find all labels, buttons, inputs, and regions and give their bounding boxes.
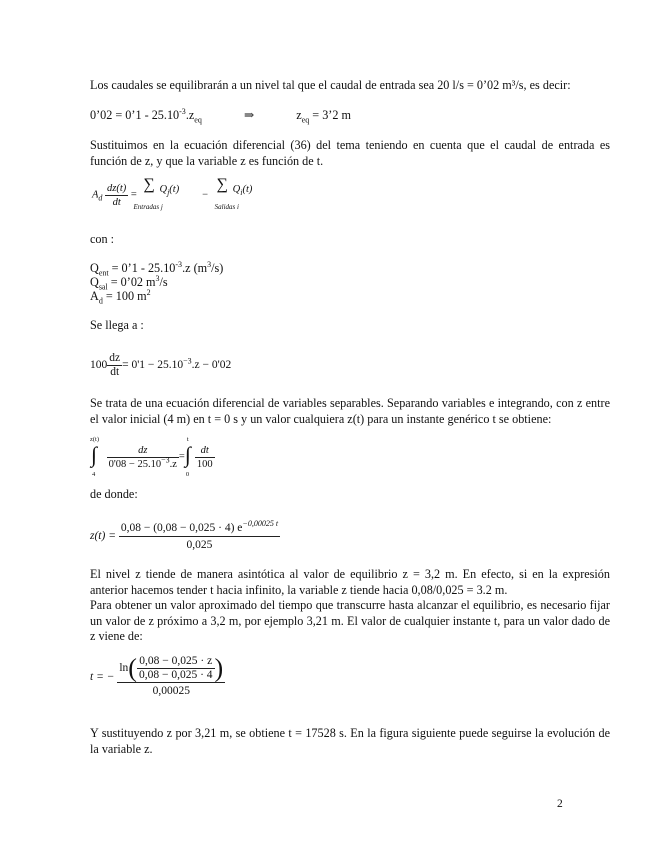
eq1-right-z: z <box>296 108 302 122</box>
implies-arrow-icon: ⇒ <box>243 108 255 122</box>
eq3-coef: 100 <box>90 359 108 372</box>
def-exp: 3 <box>155 273 160 283</box>
eq1-exp: -3 <box>179 106 186 116</box>
eq2-den: dt <box>105 195 128 209</box>
eq1-left: 0’02 = 0’1 - 25.10 <box>90 108 180 122</box>
def-symbol: Q <box>90 275 99 289</box>
integral-1 <box>90 436 104 478</box>
eq2-Qi: Q <box>232 184 241 195</box>
eq1-right-sub: eq <box>301 115 310 125</box>
eq2-A: A <box>92 189 99 201</box>
eq6-inner-fraction <box>137 655 215 682</box>
eq4-fraction-1 <box>107 444 179 471</box>
label-se-llega: Se llega a : <box>90 318 144 332</box>
integral-icon: ∫ <box>184 442 191 467</box>
eq3-den: dt <box>107 365 122 379</box>
eq1-right-val: = 3’2 m <box>309 108 351 122</box>
eq4-den1-exp: −3 <box>161 455 170 464</box>
label-con: con : <box>90 232 115 246</box>
paragraph-approximation: Para obtener un valor aproximado del tiempo que transcurre hasta alcanzar el equilibrio, es necesario fijar un valor de z próximo a 3,2 m, por ejemplo 3,21 m. El valor de cualquier instante t, para un valor dado de z viene de: <box>90 598 610 643</box>
eq2-minus: − <box>202 189 209 201</box>
eq6-den: 0,00025 <box>117 682 225 699</box>
def-sub: ent <box>98 268 109 278</box>
eq2-Qj: Q <box>159 184 168 195</box>
eq4-num1: dz <box>138 444 148 456</box>
def-sub: d <box>98 296 103 306</box>
def-tail: .z (m <box>182 261 208 275</box>
def-exp2: 3 <box>207 259 212 269</box>
integral-upper: t <box>186 436 189 443</box>
eq4-num2: dt <box>200 444 209 456</box>
eq2-Qj-sub: j <box>167 188 170 198</box>
eq6-fraction: ln( $\frac{0,08 - 0,025 \cdot z}{0,08 - 0,025 \cdot 4}$ ) 0,00025 <box>119 653 224 697</box>
eq2-Qi-sub: i <box>240 188 243 198</box>
equation-balance <box>92 176 271 211</box>
equation-integral <box>90 436 215 478</box>
eq2-A-sub: d <box>98 193 103 203</box>
eq2-under-entradas: Entradas j <box>133 203 163 211</box>
def-symbol: A <box>90 289 99 303</box>
eq4-den1-tail: .z <box>169 458 177 470</box>
eq5-lhs: z(t) = <box>90 530 116 543</box>
paragraph-separable: Se trata de una ecuación diferencial de variables separables. Separando variables e integrando, con z entre el valor inicial (4 m) en t = 0 s y un valor cualquiera z(t) para un instante genérico t se obtiene: <box>90 396 610 426</box>
def-value: = 0’02 m <box>107 275 156 289</box>
def-sub: sal <box>98 282 108 292</box>
eq2-sum-entradas <box>133 176 199 211</box>
eq3-tail: .z − 0'02 <box>191 359 232 372</box>
eq1-mid: .z <box>185 108 195 122</box>
paragraph-asymptotic: El nivel z tiende de manera asintótica al valor de equilibrio z = 3,2 m. En efecto, si en la expresión anterior hacemos tender t hacia infinito, la variable z tiende hacia 0,08/0,025 = 3.2 m. <box>90 567 610 597</box>
definition-qent <box>90 259 224 278</box>
eq5-fraction <box>119 520 280 553</box>
label-de-donde: de donde: <box>90 487 138 501</box>
eq3-num: dz <box>109 352 121 364</box>
def-end: /s) <box>211 261 224 275</box>
eq2-sum-salidas <box>211 176 271 211</box>
paragraph-substitution: Sustituimos en la ecuación diferencial (36) del tema teniendo en cuenta que el caudal de entrada es función de z, y que la variable z es función de t. <box>90 138 610 168</box>
eq2-t-arg: (t) <box>242 184 253 195</box>
summation-icon: ∑ <box>143 176 155 193</box>
eq6-lhs: t = − <box>90 671 115 683</box>
eq4-den1: 0'08 − 25.10 <box>108 458 162 470</box>
integral-lower: 4 <box>92 471 96 478</box>
eq3-fraction <box>107 352 122 379</box>
def-value: = 100 m <box>102 289 147 303</box>
eq3-rhs: = 0'1 − 25.10 <box>122 359 184 372</box>
eq6-inner-num: 0,08 − 0,025 · z <box>139 655 213 667</box>
def-exp: -3 <box>175 259 183 269</box>
integral-2 <box>184 436 195 478</box>
equation-ode <box>90 352 231 379</box>
def-exp: 2 <box>146 287 151 297</box>
integral-lower: 0 <box>185 471 190 478</box>
eq5-num-exp: −0,00025 t <box>242 519 279 529</box>
eq1-sub: eq <box>194 115 202 125</box>
eq6-inner-den: 0,08 − 0,025 · 4 <box>138 669 213 681</box>
integral-upper: z(t) <box>90 436 100 443</box>
eq2-num: dz(t) <box>107 182 127 194</box>
equation-time <box>90 655 225 699</box>
eq3-exp: −3 <box>183 356 192 366</box>
summation-icon: ∑ <box>216 176 229 193</box>
integral-icon: ∫ <box>91 442 98 467</box>
eq4-den2: 100 <box>196 458 213 470</box>
eq2-fraction <box>105 182 128 209</box>
eq2-t-arg: (t) <box>169 184 180 195</box>
eq6-ln: ln <box>119 662 129 675</box>
eq4-equals: = <box>178 451 185 463</box>
eq5-num: 0,08 − (0,08 − 0,025 · 4) e <box>120 522 243 534</box>
eq2-equals: = <box>130 189 137 201</box>
page-number: 2 <box>557 798 563 810</box>
paragraph-result: Y sustituyendo z por 3,21 m, se obtiene t = 17528 s. En la figura siguiente puede seguirse la evolución de la variable z. <box>90 726 610 756</box>
def-tail: /s <box>159 275 168 289</box>
eq4-fraction-2 <box>195 444 215 471</box>
eq2-under-salidas: Salidas i <box>214 203 239 211</box>
paragraph-intro: Los caudales se equilibrarán a un nivel tal que el caudal de entrada sea 20 l/s = 0’02 m³/s, es decir: <box>90 78 571 92</box>
equation-z-of-t <box>90 520 280 553</box>
def-symbol: Q <box>90 261 99 275</box>
eq5-den: 0,025 <box>119 536 280 553</box>
def-value: = 0’1 - 25.10 <box>108 261 176 275</box>
equation-equilibrium <box>90 106 351 125</box>
